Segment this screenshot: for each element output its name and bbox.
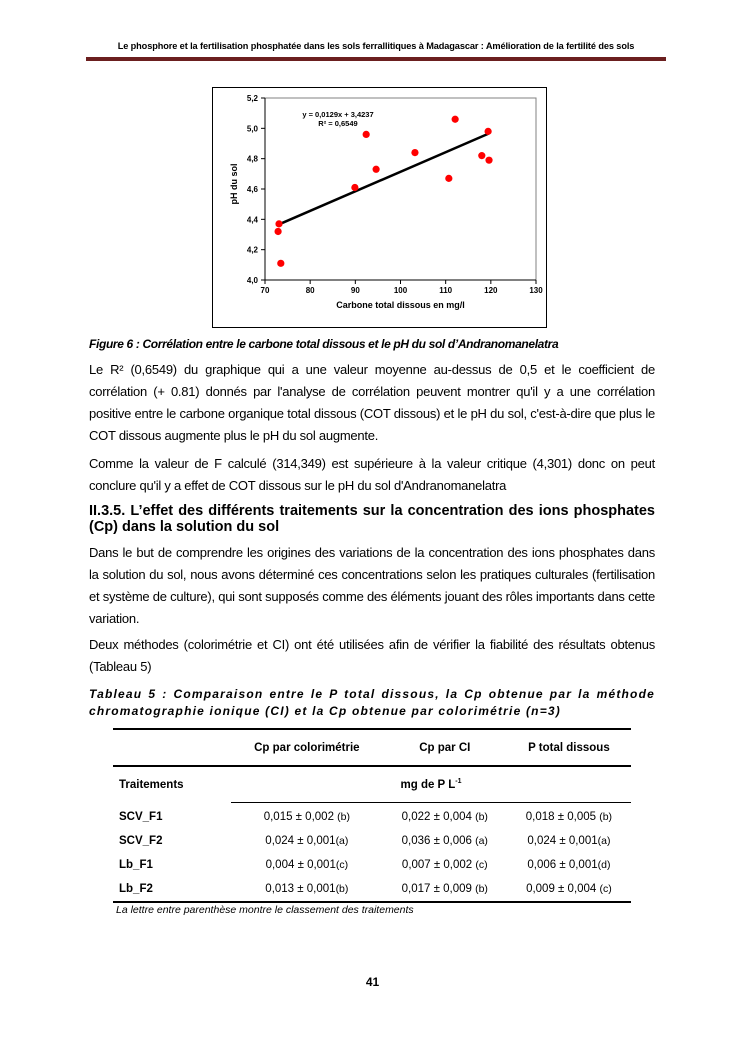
y-tick-label: 5,0 bbox=[246, 124, 258, 134]
table-row bbox=[113, 877, 631, 902]
header-total-p: P total dissous bbox=[507, 729, 631, 766]
y-tick-label: 4,0 bbox=[246, 276, 258, 285]
data-point bbox=[351, 184, 358, 191]
data-point bbox=[363, 131, 370, 138]
table-units-row bbox=[113, 766, 631, 803]
cell: 0,024 ± 0,001(a) bbox=[265, 835, 349, 847]
data-point bbox=[485, 157, 492, 164]
y-tick-label: 5,2 bbox=[246, 94, 258, 103]
x-tick-label: 110 bbox=[439, 286, 453, 295]
cell: 0,004 ± 0,001(c) bbox=[265, 859, 349, 871]
data-point bbox=[452, 116, 459, 123]
cell: 0,007 ± 0,002 (c) bbox=[401, 859, 488, 871]
y-tick-label: 4,8 bbox=[246, 154, 258, 164]
x-tick-label: 90 bbox=[350, 286, 360, 295]
cell: 0,036 ± 0,006 (a) bbox=[401, 835, 488, 847]
cell: 0,022 ± 0,004 (b) bbox=[401, 811, 488, 823]
data-point bbox=[478, 152, 485, 159]
units-superscript: -1 bbox=[455, 778, 462, 786]
data-point bbox=[277, 260, 284, 267]
units-label bbox=[231, 766, 631, 803]
header-empty bbox=[113, 729, 231, 766]
row-label: SCV_F1 bbox=[119, 810, 163, 823]
trendline bbox=[279, 134, 489, 225]
x-tick-label: 100 bbox=[393, 286, 408, 295]
y-axis-label: pH du sol bbox=[229, 163, 239, 205]
scatter-chart bbox=[212, 87, 547, 328]
units-text: mg de P L bbox=[400, 778, 456, 791]
header-ci: Cp par CI bbox=[383, 729, 507, 766]
data-point bbox=[485, 128, 492, 135]
paragraph-correlation: Le R² (0,6549) du graphique qui a une valeur moyenne au-dessus de 0,5 et le coefficient de corrélation (+ 0.81) donnés par l'analyse de corrélation peuvent montrer qu'il y a une corrélation positive entre le carbone organique total dissous (COT dissous) et le pH du sol, c'est-à-dire que plus le COT dissous augmente plus le pH du sol augmente. bbox=[89, 362, 655, 443]
data-point bbox=[373, 166, 380, 173]
paragraph-methods: Deux méthodes (colorimétrie et CI) ont été utilisées afin de vérifier la fiabilité des résultats obtenus (Tableau 5) bbox=[89, 637, 655, 674]
row-label: Lb_F2 bbox=[113, 877, 231, 902]
cell: 0,018 ± 0,005 (b) bbox=[525, 811, 613, 823]
table-row bbox=[113, 829, 631, 853]
header-colorimetry: Cp par colorimétrie bbox=[231, 729, 383, 766]
data-point bbox=[411, 149, 418, 156]
cell: 0,009 ± 0,004 (c) bbox=[507, 877, 631, 902]
plot-area bbox=[265, 98, 536, 280]
running-header: Le phosphore et la fertilisation phosphatée dans les sols ferrallitiques à Madagascar : Amélioration de la fertilité des sols bbox=[117, 41, 635, 51]
chart-canvas bbox=[213, 88, 548, 329]
table-row bbox=[113, 853, 631, 877]
header-rule bbox=[86, 57, 666, 61]
y-tick-label: 4,2 bbox=[246, 245, 258, 255]
r-squared: R² = 0,6549 bbox=[318, 119, 358, 128]
paragraph-f-test: Comme la valeur de F calculé (314,349) est supérieure à la valeur critique (4,301) donc on peut conclure qu'il y a effet de COT dissous sur le pH du sol d'Andranomanelatra bbox=[89, 456, 655, 493]
cell: 0,015 ± 0,002 (b) bbox=[263, 811, 350, 823]
regression-equation: y = 0,0129x + 3,4237 bbox=[302, 110, 374, 119]
page-number: 41 bbox=[365, 975, 380, 989]
x-tick-label: 70 bbox=[260, 286, 270, 295]
cell: 0,024 ± 0,001(a) bbox=[527, 835, 611, 847]
cell: 0,006 ± 0,001(d) bbox=[527, 859, 611, 871]
table-footnote: La lettre entre parenthèse montre le classement des traitements bbox=[116, 904, 414, 916]
data-point bbox=[274, 228, 281, 235]
results-table bbox=[113, 728, 631, 903]
data-point bbox=[275, 220, 282, 227]
y-tick-label: 4,4 bbox=[246, 215, 258, 225]
table-header-row bbox=[113, 729, 631, 766]
y-tick-label: 4,6 bbox=[246, 185, 258, 194]
cell: 0,013 ± 0,001(b) bbox=[231, 877, 383, 902]
x-axis-label: Carbone total dissous en mg/l bbox=[336, 300, 465, 310]
table-caption: Tableau 5 : Comparaison entre le P total dissous, la Cp obtenue par la méthode chromatographie ionique (CI) et la Cp obtenue par colorimétrie (n=3) bbox=[89, 687, 655, 718]
row-header-label: Traitements bbox=[113, 766, 231, 803]
x-tick-label: 120 bbox=[484, 286, 498, 295]
section-heading: II.3.5. L’effet des différents traitements sur la concentration des ions phosphates (Cp) dans la solution du sol bbox=[89, 503, 655, 535]
x-tick-label: 130 bbox=[529, 286, 543, 295]
table-row bbox=[113, 803, 631, 830]
x-tick-label: 80 bbox=[305, 286, 315, 295]
row-label: Lb_F1 bbox=[119, 859, 153, 871]
figure-caption: Figure 6 : Corrélation entre le carbone total dissous et le pH du sol d’Andranomanelatra bbox=[89, 337, 559, 351]
row-label: SCV_F2 bbox=[119, 835, 163, 847]
paragraph-intro: Dans le but de comprendre les origines des variations de la concentration des ions phosphates dans la solution du sol, nous avons déterminé ces concentrations selon les pratiques culturales (fertilisation et système de culture), qui sont supposés comme des éléments jouant des rôles importants dans cette variation. bbox=[89, 545, 655, 626]
data-point bbox=[445, 175, 452, 182]
cell: 0,017 ± 0,009 (b) bbox=[383, 877, 507, 902]
